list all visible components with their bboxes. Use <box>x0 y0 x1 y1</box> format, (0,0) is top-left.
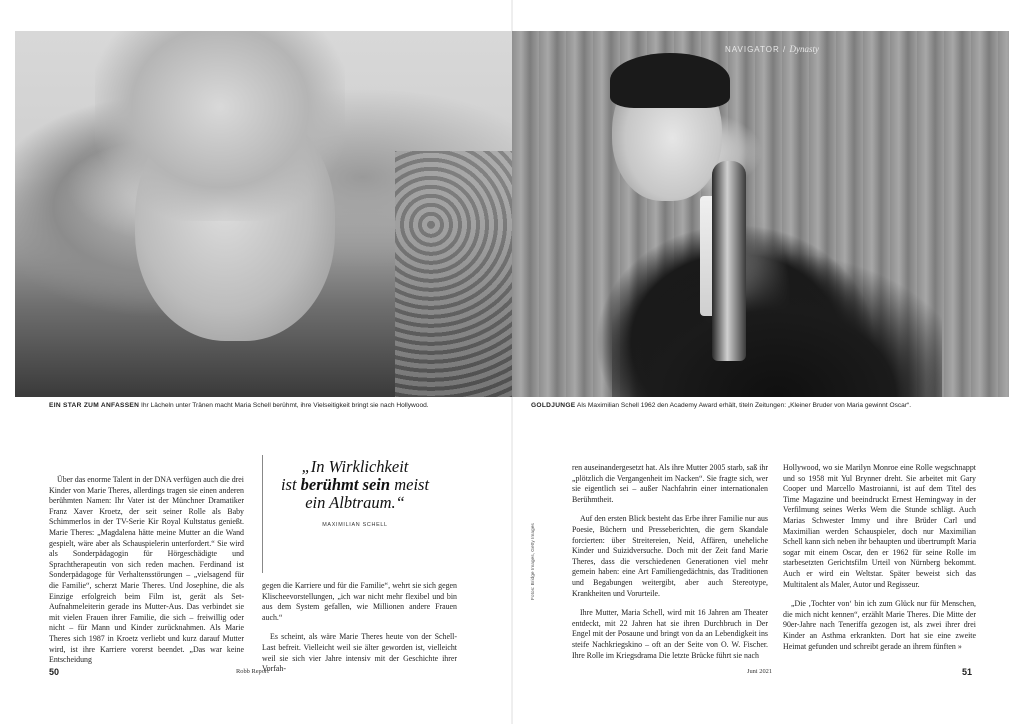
page-number-left: 50 <box>49 667 60 677</box>
caption-right-title: GOLDJUNGE <box>531 402 576 409</box>
quote-line-3: ein Albtraum.“ <box>305 493 405 512</box>
paragraph: ren auseinandergesetzt hat. Als ihre Mutter 2005 starb, saß ihr „plötzlich die Vergangenheit im Nacken“. Sie fragte sich, wer sie eigentlich sei – außer Nachfahrin einer internationalen Berühmtheit. <box>572 463 768 504</box>
portrait-hair <box>610 53 730 108</box>
oscar-statuette <box>712 161 746 361</box>
caption-right <box>531 402 911 409</box>
caption-right-text: Als Maximilian Schell 1962 den Academy Award erhält, titeln Zeitungen: „Kleiner Bruder von Maria gewinnt Oscar“. <box>575 402 912 409</box>
quote-line-2-post: meist <box>390 475 430 494</box>
quote-line-2 <box>262 476 448 494</box>
text-column-4 <box>783 463 976 652</box>
footer-magazine: Robb Report <box>236 668 269 675</box>
paragraph: gegen die Karriere und für die Familie“, wehrt sie sich gegen Klischeevorstellungen, „ich war nicht mehr flexibel und bin aus dem System gefallen, wie Millionen andere Frauen auch.“ <box>262 581 457 622</box>
quote-line-1: „In Wirklichkeit <box>301 457 409 476</box>
photo-maria-schell <box>15 31 512 397</box>
caption-left-text: Ihr Lächeln unter Tränen macht Maria Schell berühmt, ihre Vielseitigkeit bringt sie nach Hollywood. <box>139 402 429 409</box>
caption-left <box>49 402 429 409</box>
section-name: NAVIGATOR <box>725 45 780 54</box>
footer-date: Juni 2021 <box>747 668 773 675</box>
section-separator: / <box>783 45 787 54</box>
paragraph: Ihre Mutter, Maria Schell, wird mit 16 Jahren am Theater entdeckt, mit 22 Jahren hat sie ihren Durchbruch in Der Engel mit der Posaune und bringt von da an Lebendigkeit ins steife Nachkriegskino – oft an der Seite von O. W. Fischer. Ihre Rolle im Kriegsdrama Die letzte Brücke führt sie nach <box>572 608 768 660</box>
photo-credit: Fotos: Bridge Images, Getty Images <box>531 523 536 600</box>
caption-left-title: EIN STAR ZUM ANFASSEN <box>49 402 140 409</box>
paragraph: Hollywood, wo sie Marilyn Monroe eine Rolle wegschnappt und so 1958 mit Yul Brynner dreht. Sie arbeitet mit Gary Cooper und Marcello Mastroianni, ist auf dem Titel des Time Magazine und beeindruckt Ernest Hemingway in der Verfilmung seines Werks Wem die Stunde schlägt. Auch Marias Schwester Immy und ihre Brüder Carl und Maximilian werden Schauspieler, doch nur Maximilian Schell kann sich neben ihr behaupten und übertrumpft Maria sogar mit einem Oscar, den er 1962 für seine Rolle im starbesetzten Gerichtsfilm Urteil von Nürnberg bekommt. Auch er wird ein Weltstar. Später beweist sich das Multitalent als Maler, Autor und Regisseur. <box>783 463 976 589</box>
paragraph: Auf den ersten Blick besteht das Erbe ihrer Familie nur aus Poesie, Büchern und Presseberichten, die gern Skandale forcierten: über Streitereien, Neid, Affären, uneheliche Kinder und Suizidversuche. Doch mit der Zeit fand Marie Theres, dass die verschiedenen Generationen viel mehr gemein haben: eine Art Familiengedächtnis, das Traditionen und Begabungen weitergibt, aber auch Stereotype, Krankheiten und Vorurteile. <box>572 514 768 598</box>
pull-quote <box>262 458 448 512</box>
paragraph: Es scheint, als wäre Marie Theres heute von der Schell-Last befreit. Vielleicht weil sie älter geworden ist, vielleicht weil sie sich vier Jahre intensiv mit der Geschichte ihrer Vorfah- <box>262 632 457 674</box>
portrait-sleeve <box>395 151 512 397</box>
quote-emphasis: berühmt sein <box>300 475 391 494</box>
quote-author: MAXIMILIAN SCHELL <box>322 522 388 528</box>
photo-maximilian-schell <box>512 31 1009 397</box>
paragraph: Über das enorme Talent in der DNA verfügen auch die drei Kinder von Marie Theres, allerdings tragen sie einen anderen berühmten Namen: Ihr Vater ist der Münchner Dramatiker Franz Xaver Kroetz, der seit seiner Rolle als Baby Schimmerlos in der TV-Serie Kir Royal Kultstatus genießt. Marie Theres: „Magdalena hätte meine Mutter an die Wand gespielt, wäre aber als Schauspielerin unterfordert.“ Sie wird als Sonderpädagogin für Hörgeschädigte und Sprachtherapeutin von sich reden machen. Ferdinand ist Sonderpädagoge für Verhaltensstörungen – „vielsagend für die Familie“, scherzt Marie Theres. Und Josephine, die als Einzige erfolgreich beim Film ist, gerät als Set-Aufnahmeleiterin gerade ins Mutter-Aus. Das verbindet sie mit vielen Frauen ihrer Familie, die sich – freiwillig oder nicht – für Mann und Kinder zurücknahmen. Als Marie Theres sich 1987 in Kroetz verliebt und kurz darauf Mutter wird, ist ihre Karriere vorerst beendet. „Das war keine Entscheidung <box>49 475 244 665</box>
portrait-tuxedo <box>612 191 942 397</box>
quote-line-2-pre: ist <box>280 475 301 494</box>
text-column-3 <box>572 463 768 661</box>
portrait-hair <box>95 31 345 221</box>
subsection-name: Dynasty <box>789 44 819 54</box>
page-number-right: 51 <box>962 667 973 677</box>
section-label <box>725 44 819 54</box>
text-column-2 <box>262 581 457 675</box>
text-column-1 <box>49 475 244 666</box>
paragraph: „Die ‚Tochter von‘ bin ich zum Glück nur für Menschen, die mich nicht kennen“, erzählt Marie Theres. Die Mitte der 90er-Jahre nach Teneriffa gezogen ist, als zwei ihrer drei Kinder an Asthma erkrankten. Dort hat sie eine zweite Heimat gefunden und schreibt gerade an ihrem fünften » <box>783 599 976 651</box>
